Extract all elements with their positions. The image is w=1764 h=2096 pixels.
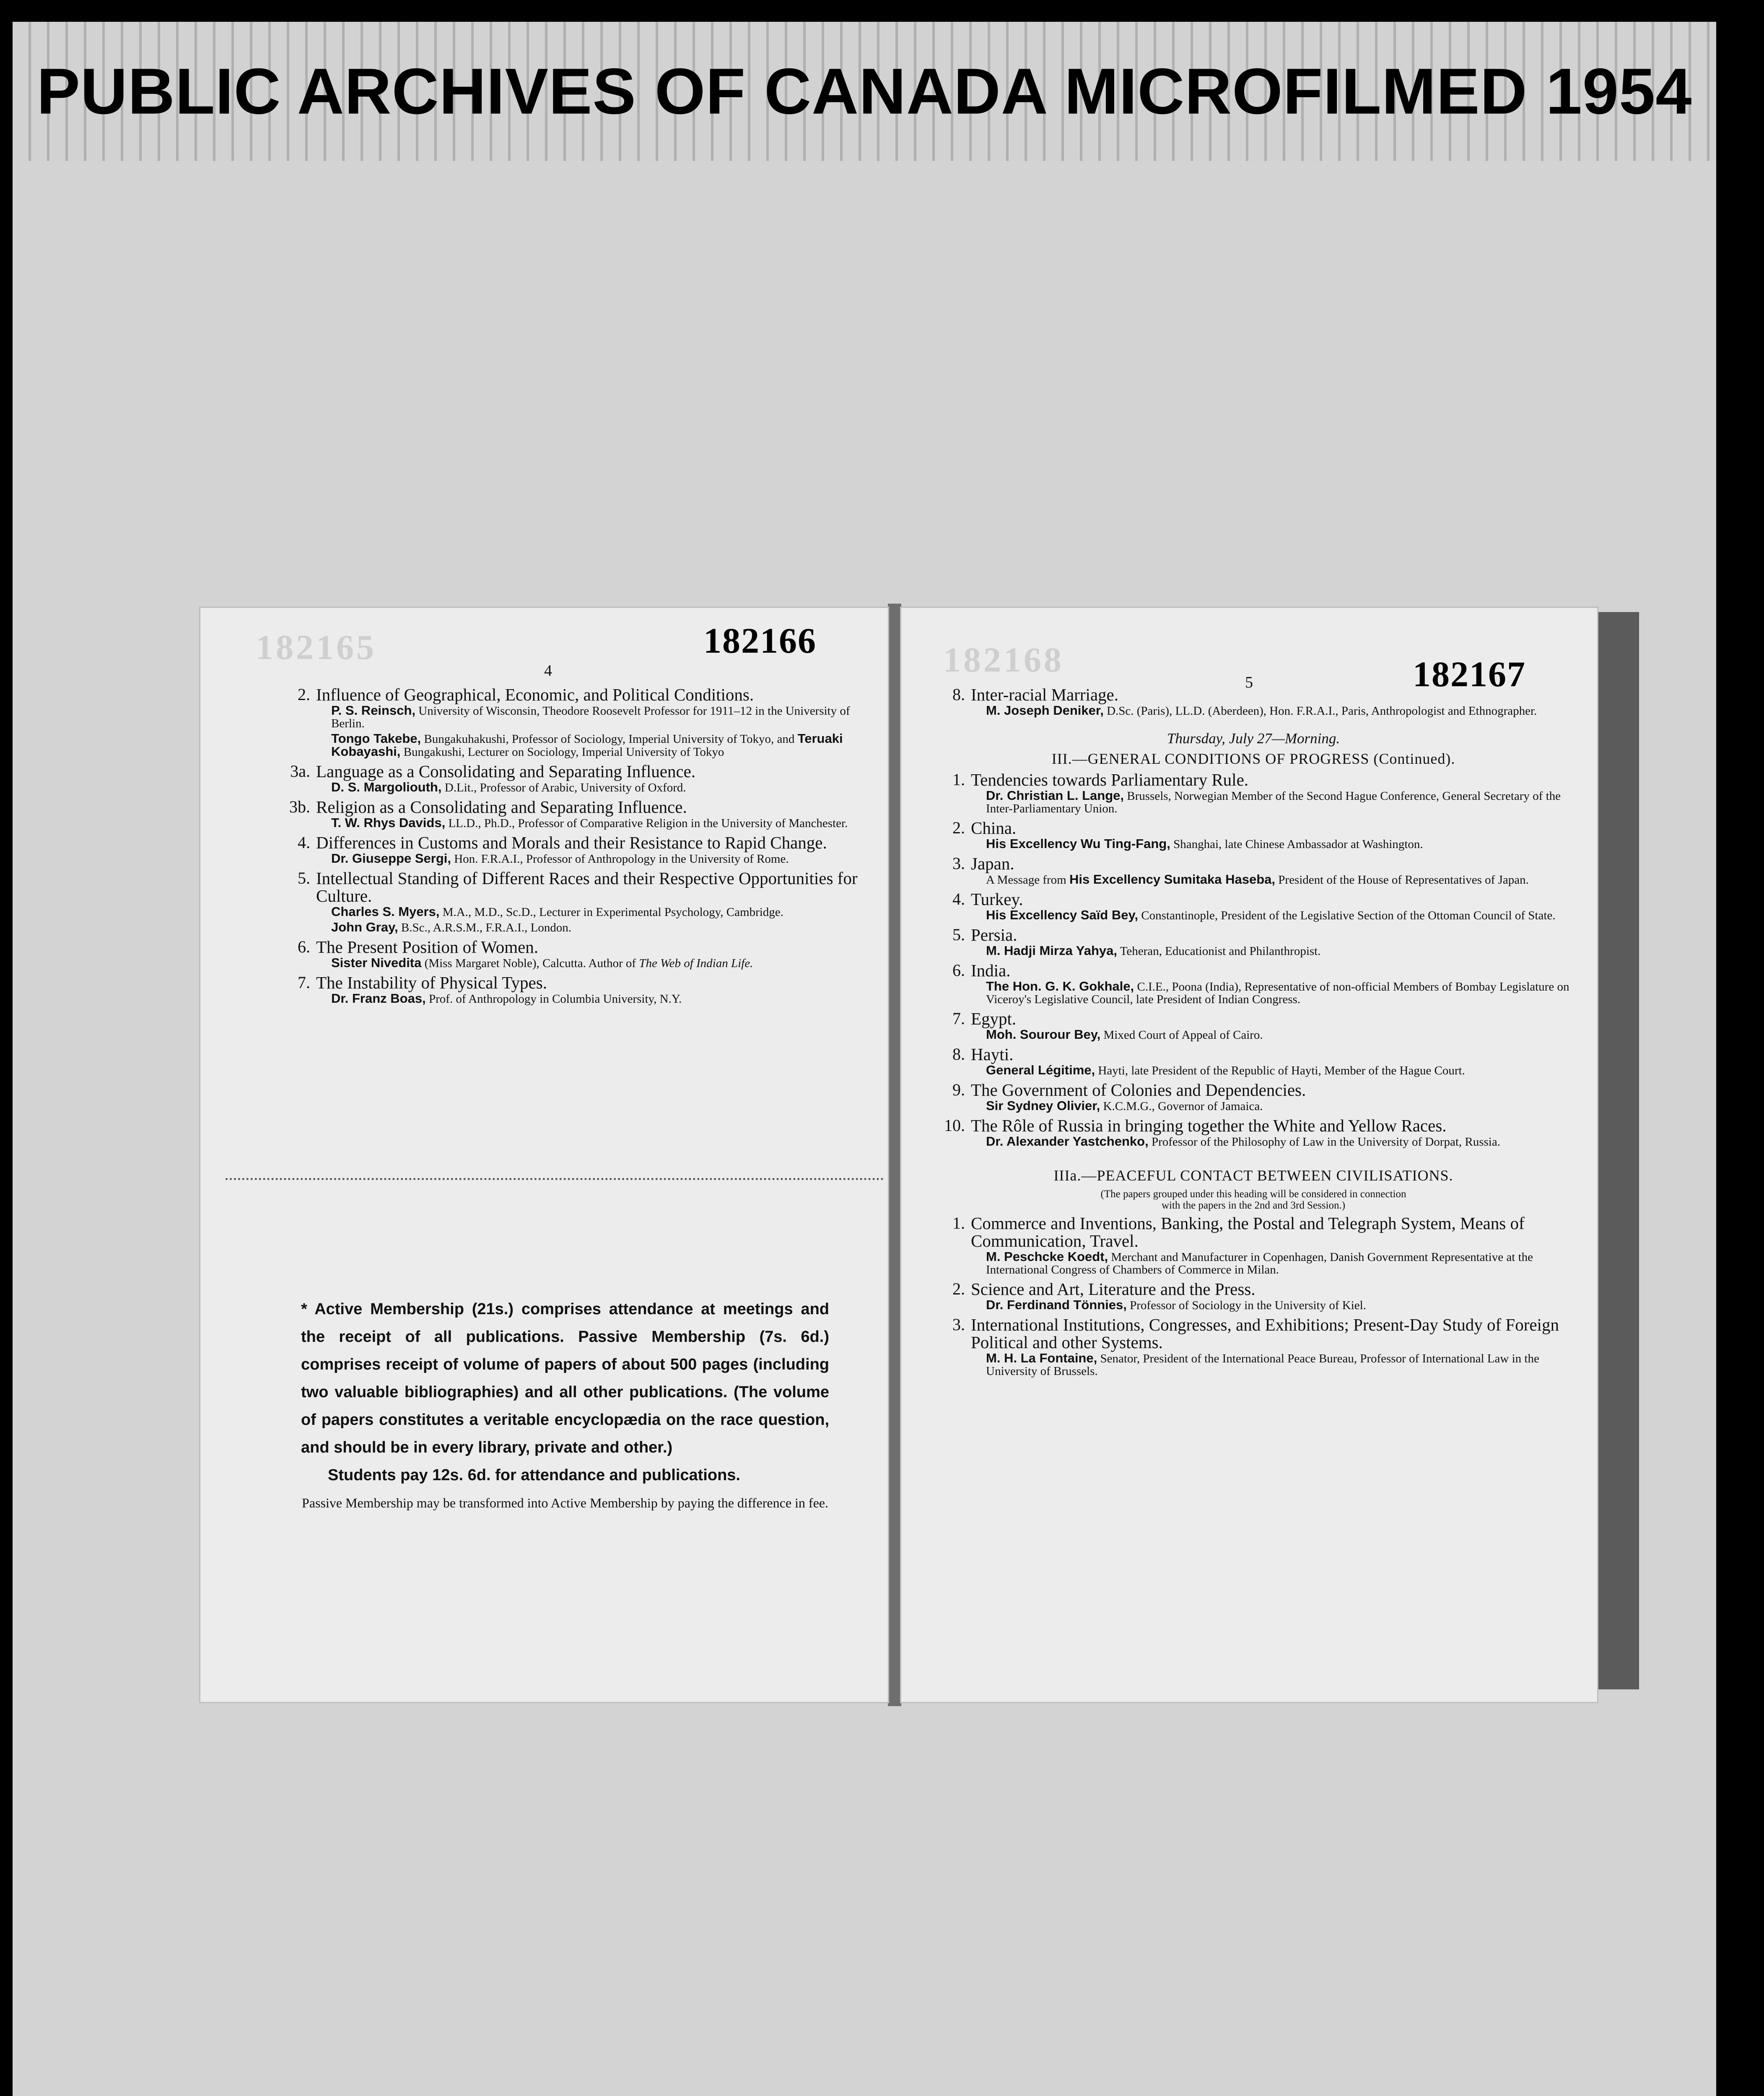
- membership-students: Students pay 12s. 6d. for attendance and publications.: [328, 1466, 740, 1484]
- programme-item: [935, 962, 1572, 1006]
- item-title: Language as a Consolidating and Separating Influence.: [316, 762, 696, 781]
- item-title: Religion as a Consolidating and Separating Influence.: [316, 797, 687, 817]
- speaker-entry: [971, 704, 1572, 717]
- item-title: Hayti.: [971, 1045, 1014, 1064]
- page-shadow: [1597, 612, 1639, 1689]
- item-title: Inter-racial Marriage.: [971, 685, 1119, 704]
- speaker-entry: [971, 1299, 1572, 1312]
- speaker-entry: [971, 1135, 1572, 1148]
- speaker-description: M.A., M.D., Sc.D., Lecturer in Experimental Psychology, Cambridge.: [439, 905, 783, 919]
- membership-notice: [301, 1295, 829, 1511]
- programme-item: [935, 1280, 1572, 1312]
- item-number: 7.: [952, 1009, 965, 1028]
- programme-item: [280, 763, 859, 794]
- item-number: 8.: [952, 685, 965, 704]
- programme-item: [935, 890, 1572, 922]
- speaker-description: Bungakushi, Lecturer on Sociology, Imperial University of Tokyo: [400, 745, 724, 759]
- speaker-description: K.C.M.G., Governor of Jamaica.: [1100, 1100, 1263, 1113]
- programme-item: [935, 819, 1572, 851]
- speaker-entry: [316, 817, 859, 830]
- speaker-entry: [316, 921, 859, 934]
- speaker-name: Dr. Franz Boas,: [331, 991, 426, 1006]
- archive-stamp-number: 182166: [703, 620, 817, 661]
- item-number: 1.: [952, 770, 965, 789]
- right-page: [901, 608, 1597, 1702]
- item-title: Tendencies towards Parliamentary Rule.: [971, 770, 1249, 789]
- speaker-entry: [316, 957, 859, 970]
- item-title: Differences in Customs and Morals and their Resistance to Rapid Change.: [316, 833, 827, 852]
- speaker-entry: [971, 909, 1572, 922]
- item-number: 3b.: [289, 797, 310, 816]
- item-number: 8.: [952, 1045, 965, 1064]
- speaker-name: D. S. Margoliouth,: [331, 780, 442, 794]
- speaker-description: Shanghai, late Chinese Ambassador at Washington.: [1170, 838, 1423, 851]
- speaker-name: M. Joseph Deniker,: [986, 703, 1104, 718]
- speaker-prefix: A Message from: [986, 873, 1069, 887]
- item-title: Influence of Geographical, Economic, and Political Conditions.: [316, 685, 754, 704]
- speaker-description: LL.D., Ph.D., Professor of Comparative Religion in the University of Manchester.: [445, 817, 848, 830]
- speaker-name: Dr. Ferdinand Tönnies,: [986, 1297, 1127, 1312]
- speaker-name: M. Hadji Mirza Yahya,: [986, 943, 1117, 958]
- speaker-description: Bungakuhakushi, Professor of Sociology, Imperial University of Tokyo, and: [421, 732, 798, 746]
- item-number: 6.: [952, 961, 965, 980]
- speaker-entry: [971, 838, 1572, 851]
- item-number: 2.: [298, 685, 310, 704]
- page-number: 5: [1245, 674, 1253, 691]
- speaker-description: Merchant and Manufacturer in Copenhagen, Danish Government Representative at the International Congress of Chambers of Commerce in Milan.: [986, 1250, 1533, 1276]
- programme-item: [280, 686, 859, 758]
- programme-item: [935, 1214, 1572, 1276]
- perforation-line: [226, 1178, 884, 1180]
- speaker-description: C.I.E., Poona (India), Representative of non-official Members of Bombay Legislature on Viceroy's Legislative Council, late President of Indian Congress.: [986, 980, 1569, 1006]
- membership-passive: Passive Membership may be transformed into Active Membership by paying the difference in fee.: [302, 1495, 828, 1510]
- item-title: Commerce and Inventions, Banking, the Postal and Telegraph System, Means of Communication, Travel.: [971, 1214, 1525, 1250]
- membership-active: * Active Membership (21s.) comprises attendance at meetings and the receipt of all publications. Passive Membership (7s. 6d.) comprises receipt of volume of papers of about 500 pages (including two valuable bibliographies) and all other publications. (The volume of papers constitutes a veritable encyclopædia on the race question, and should be in every library, private and other.): [301, 1300, 829, 1456]
- speaker-name: John Gray,: [331, 920, 398, 934]
- speaker-entry: [971, 873, 1572, 886]
- item-title: International Institutions, Congresses, and Exhibitions; Present-Day Study of Foreign Political and other Systems.: [971, 1315, 1559, 1352]
- programme-item: [935, 1045, 1572, 1077]
- speaker-name: Charles S. Myers,: [331, 904, 440, 919]
- item-number: 4.: [298, 833, 310, 852]
- speaker-name: His Excellency Saïd Bey,: [986, 908, 1139, 922]
- speaker-entry: [971, 944, 1572, 957]
- archive-stamp-number: 182167: [1413, 654, 1526, 694]
- speaker-entry: [971, 980, 1572, 1006]
- item-number: 3.: [952, 854, 965, 873]
- programme-item: [935, 1010, 1572, 1041]
- item-title: China.: [971, 818, 1017, 838]
- speaker-description: Hayti, late President of the Republic of Hayti, Member of the Hague Court.: [1095, 1064, 1465, 1077]
- speaker-entry: [316, 781, 859, 794]
- speaker-description: Constantinople, President of the Legislative Section of the Ottoman Council of State.: [1138, 909, 1556, 922]
- item-number: 1.: [952, 1214, 965, 1232]
- speaker-description: Hon. F.R.A.I., Professor of Anthropology in the University of Rome.: [451, 852, 789, 866]
- item-number: 7.: [298, 973, 310, 992]
- item-title: Egypt.: [971, 1009, 1017, 1028]
- speaker-entry: [971, 1064, 1572, 1077]
- item-title: Japan.: [971, 854, 1014, 873]
- item-title: Science and Art, Literature and the Press.: [971, 1279, 1256, 1299]
- speaker-name: Sir Sydney Olivier,: [986, 1098, 1100, 1113]
- speaker-name: Dr. Giuseppe Sergi,: [331, 851, 451, 866]
- item-number: 3.: [952, 1315, 965, 1334]
- speaker-description: Professor of the Philosophy of Law in the University of Dorpat, Russia.: [1148, 1135, 1500, 1149]
- speaker-name: Teruaki Kobayashi,: [331, 731, 843, 759]
- programme-item: [935, 1081, 1572, 1113]
- speaker-name: His Excellency Sumitaka Haseba,: [1069, 872, 1276, 887]
- speaker-entry: [316, 704, 859, 730]
- item-title: The Instability of Physical Types.: [316, 973, 547, 992]
- item-title: Persia.: [971, 925, 1017, 944]
- ghost-number: 182168: [943, 641, 1064, 680]
- speaker-name: P. S. Reinsch,: [331, 703, 416, 718]
- speaker-name: General Légitime,: [986, 1063, 1095, 1077]
- speaker-entry: [316, 732, 859, 758]
- programme-item: [280, 834, 859, 865]
- item-title: The Government of Colonies and Dependencies.: [971, 1080, 1306, 1100]
- item-number: 2.: [952, 818, 965, 837]
- book-title: The Web of Indian Life.: [639, 957, 753, 970]
- page-number: 4: [544, 662, 552, 680]
- programme-item: [280, 798, 859, 830]
- programme-item: [280, 974, 859, 1005]
- section-heading: IIIa.—PEACEFUL CONTACT BETWEEN CIVILISATIONS.: [1053, 1167, 1453, 1184]
- speaker-name: The Hon. G. K. Gokhale,: [986, 979, 1134, 994]
- item-title: Turkey.: [971, 890, 1023, 909]
- item-title: The Present Position of Women.: [316, 937, 539, 957]
- speaker-entry: [316, 905, 859, 918]
- speaker-description: Mixed Court of Appeal of Cairo.: [1100, 1028, 1263, 1042]
- programme-item: [935, 855, 1572, 886]
- item-number: 6.: [298, 937, 310, 956]
- ghost-number: 182165: [256, 628, 376, 667]
- item-title: The Rôle of Russia in bringing together the White and Yellow Races.: [971, 1116, 1447, 1135]
- speaker-entry: [971, 1352, 1572, 1377]
- section-note: (The papers grouped under this heading will be considered in connection with the papers in the 2nd and 3rd Session.): [1100, 1188, 1406, 1211]
- item-number: 9.: [952, 1080, 965, 1099]
- speaker-description: Prof. of Anthropology in Columbia University, N.Y.: [425, 992, 682, 1006]
- speaker-description: (Miss Margaret Noble), Calcutta. Author of: [421, 957, 639, 970]
- programme-item: [935, 771, 1572, 815]
- programme-item: [935, 686, 1572, 717]
- programme-item: [935, 926, 1572, 957]
- speaker-description: D.Lit., Professor of Arabic, University of Oxford.: [441, 781, 686, 794]
- banner-title: PUBLIC ARCHIVES OF CANADA MICROFILMED 1954: [36, 55, 1692, 127]
- speaker-description: Professor of Sociology in the University of Kiel.: [1126, 1299, 1366, 1312]
- speaker-entry: [316, 992, 859, 1005]
- booklet-spine: [888, 604, 901, 1706]
- item-number: 10.: [944, 1116, 965, 1135]
- speaker-entry: [316, 852, 859, 865]
- speaker-description: D.Sc. (Paris), LL.D. (Aberdeen), Hon. F.R.A.I., Paris, Anthropologist and Ethnographer.: [1103, 704, 1537, 718]
- section-heading: III.—GENERAL CONDITIONS OF PROGRESS (Continued).: [1051, 750, 1455, 767]
- item-title: India.: [971, 961, 1011, 980]
- speaker-description: Brussels, Norwegian Member of the Second Hague Conference, General Secretary of the Inter-Parliamentary Union.: [986, 789, 1561, 815]
- speaker-entry: [971, 1100, 1572, 1113]
- speaker-description: Teheran, Educationist and Philanthropist.: [1117, 944, 1321, 958]
- programme-item: [280, 869, 859, 934]
- speaker-name: Dr. Alexander Yastchenko,: [986, 1134, 1149, 1149]
- item-number: 4.: [952, 890, 965, 908]
- left-page: [200, 608, 888, 1702]
- programme-list: [280, 686, 859, 1009]
- speaker-entry: [971, 1028, 1572, 1041]
- speaker-description: University of Wisconsin, Theodore Roosevelt Professor for 1911–12 in the University of Berlin.: [331, 704, 850, 730]
- speaker-name: Dr. Christian L. Lange,: [986, 788, 1124, 803]
- programme-item: [935, 1316, 1572, 1377]
- speaker-description: B.Sc., A.R.S.M., F.R.A.I., London.: [398, 921, 572, 934]
- speaker-name: T. W. Rhys Davids,: [331, 815, 446, 830]
- speaker-name: Moh. Sourour Bey,: [986, 1027, 1101, 1042]
- speaker-name: M. Peschcke Koedt,: [986, 1249, 1108, 1264]
- speaker-entry: [971, 789, 1572, 815]
- item-number: 5.: [298, 869, 310, 887]
- programme-item: [935, 1117, 1572, 1148]
- speaker-name: His Excellency Wu Ting-Fang,: [986, 836, 1170, 851]
- item-number: 2.: [952, 1279, 965, 1298]
- item-number: 5.: [952, 925, 965, 944]
- speaker-entry: [971, 1250, 1572, 1276]
- right-programme: [935, 686, 1572, 1382]
- item-number: 3a.: [290, 762, 310, 781]
- programme-item: [280, 938, 859, 970]
- item-title: Intellectual Standing of Different Races and their Respective Opportunities for Culture.: [316, 869, 858, 905]
- speaker-name: Sister Nivedita: [331, 955, 422, 970]
- speaker-name: Tongo Takebe,: [331, 731, 421, 746]
- session-heading: Thursday, July 27—Morning.: [1167, 730, 1340, 747]
- speaker-description: President of the House of Representatives of Japan.: [1275, 873, 1529, 887]
- speaker-name: M. H. La Fontaine,: [986, 1351, 1097, 1365]
- speaker-description: Senator, President of the International Peace Bureau, Professor of International Law in the University of Brussels.: [986, 1352, 1539, 1378]
- archive-banner: [13, 22, 1716, 161]
